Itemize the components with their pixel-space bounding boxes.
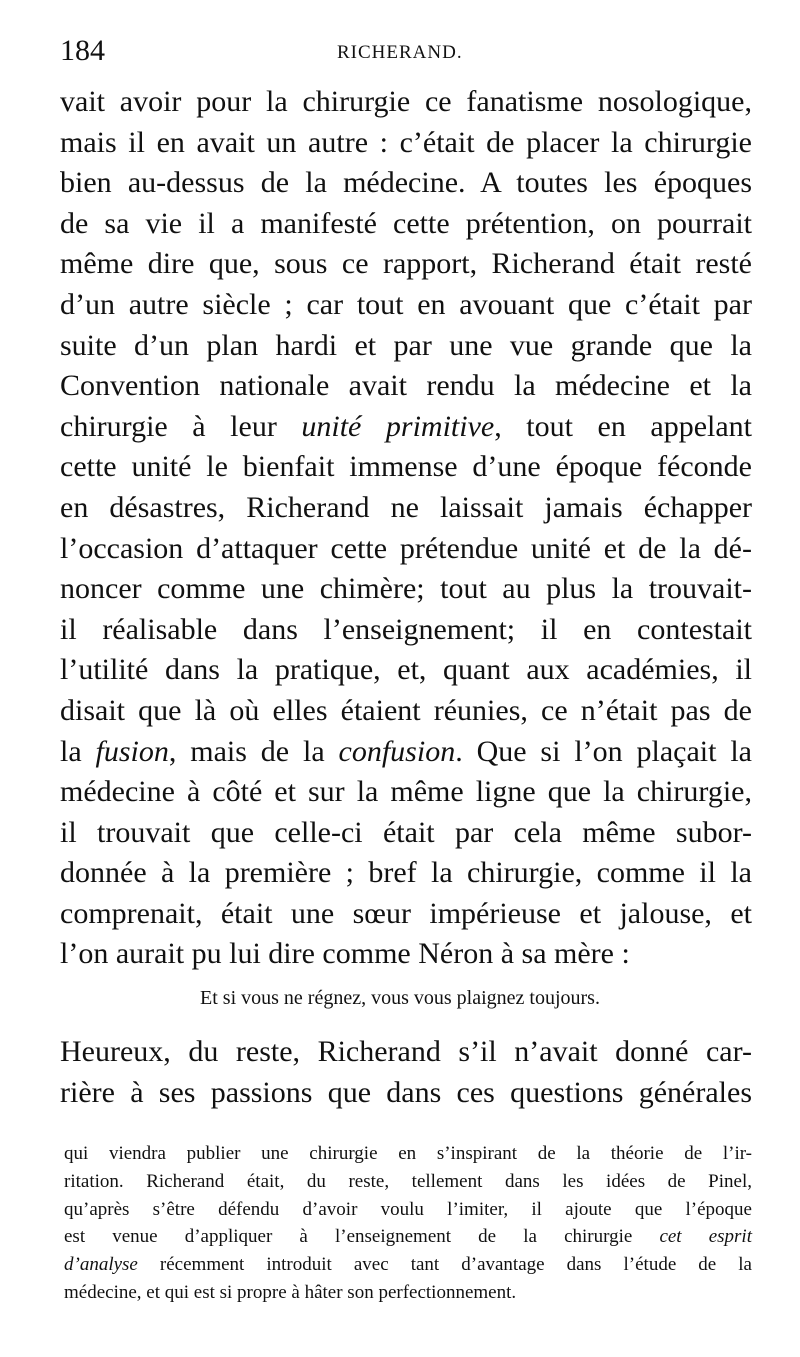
- text-segment: rière à ses passions que dans ces questions générales: [60, 1075, 752, 1109]
- text-segment: chirurgie à leur: [60, 409, 302, 443]
- text-segment: . Que si l’on plaçait la: [455, 734, 752, 768]
- text-segment: l’on aurait pu lui dire comme Néron à sa mère :: [60, 937, 630, 971]
- text-segment: d’un autre siècle ; car tout en avouant que c’était par: [60, 287, 752, 321]
- text-line: [60, 1032, 752, 1073]
- page-header: [0, 34, 800, 74]
- footnote-line: [64, 1251, 752, 1279]
- text-line: [60, 447, 752, 488]
- text-segment: bien au-dessus de la médecine. A toutes les époques: [60, 166, 752, 200]
- text-line: [60, 529, 752, 570]
- footnote-line: [64, 1168, 752, 1196]
- text-segment: ritation. Richerand était, du reste, tellement dans les idées de Pinel,: [64, 1170, 752, 1192]
- text-line: [60, 123, 752, 164]
- text-line: [60, 407, 752, 448]
- text-segment: comprenait, était une sœur impérieuse et jalouse, et: [60, 896, 752, 930]
- text-segment: récemment introduit avec tant d’avantage dans l’étude de la: [137, 1254, 752, 1276]
- text-line: [60, 894, 752, 935]
- text-line: [60, 934, 752, 975]
- text-line: [60, 163, 752, 204]
- text-segment: Heureux, du reste, Richerand s’il n’avait donné car-: [60, 1035, 752, 1068]
- text-line: [60, 813, 752, 854]
- footnote-line: [64, 1279, 752, 1307]
- text-segment: qui viendra publier une chirurgie en s’inspirant de la théorie de l’ir-: [64, 1143, 752, 1164]
- text-line: [60, 732, 752, 773]
- text-segment: suite d’un plan hardi et par une vue grande que la: [60, 328, 752, 362]
- main-paragraph: [60, 82, 752, 975]
- footnote-line: [64, 1196, 752, 1224]
- running-head: RICHERAND.: [337, 42, 463, 63]
- footnote-line: [64, 1140, 752, 1168]
- footnote-line: [64, 1223, 752, 1251]
- italic-phrase: unité primitive: [301, 409, 495, 443]
- text-segment: médecine, et qui est si propre à hâter son perfectionnement.: [64, 1281, 517, 1303]
- text-line: [60, 366, 752, 407]
- text-segment: il trouvait que celle-ci était par cela même subor-: [60, 815, 752, 849]
- text-segment: médecine à côté et sur la même ligne que la chirurgie,: [60, 775, 752, 809]
- text-segment: il réalisable dans l’enseignement; il en contestait: [60, 612, 752, 646]
- text-line: [60, 82, 752, 123]
- text-segment: noncer comme une chimère; tout au plus la trouvait-: [60, 572, 752, 606]
- text-line: [60, 569, 752, 610]
- text-line: [60, 326, 752, 367]
- text-segment: est venue d’appliquer à l’enseignement de la chirurgie: [64, 1226, 660, 1248]
- text-line: [60, 488, 752, 529]
- italic-phrase: fusion: [95, 734, 169, 768]
- continuation-paragraph: [60, 1032, 752, 1113]
- text-segment: l’utilité dans la pratique, et, quant aux académies, il: [60, 653, 752, 687]
- text-segment: qu’après s’être défendu d’avoir voulu l’imiter, il ajoute que l’époque: [64, 1198, 752, 1220]
- text-segment: Convention nationale avait rendu la médecine et la: [60, 369, 752, 403]
- text-segment: disait que là où elles étaient réunies, ce n’était pas de: [60, 693, 752, 727]
- italic-phrase: d’analyse: [64, 1254, 138, 1276]
- text-line: [60, 853, 752, 894]
- text-line: [60, 691, 752, 732]
- italic-phrase: confusion: [338, 734, 456, 768]
- text-segment: mais il en avait un autre : c’était de placer la chirurgie: [60, 125, 752, 159]
- text-segment: , tout en appelant: [494, 409, 753, 443]
- text-segment: cette unité le bienfait immense d’une époque féconde: [60, 450, 752, 484]
- text-segment: de sa vie il a manifesté cette prétention, on pourrait: [60, 206, 752, 240]
- footnote: [64, 1140, 752, 1307]
- text-line: [60, 772, 752, 813]
- text-segment: la: [60, 734, 96, 768]
- text-line: [60, 650, 752, 691]
- italic-phrase: cet esprit: [659, 1226, 752, 1248]
- page-number: 184: [60, 34, 105, 67]
- text-segment: , mais de la: [168, 734, 339, 768]
- text-line: [60, 285, 752, 326]
- text-line: [60, 610, 752, 651]
- text-segment: donnée à la première ; bref la chirurgie, comme il la: [60, 856, 752, 890]
- text-segment: en désastres, Richerand ne laissait jamais échapper: [60, 490, 752, 524]
- text-line: [60, 1073, 752, 1114]
- text-segment: vait avoir pour la chirurgie ce fanatisme nosologique,: [60, 85, 752, 118]
- verse-quotation: Et si vous ne régnez, vous vous plaignez toujours.: [200, 987, 600, 1009]
- text-segment: l’occasion d’attaquer cette prétendue unité et de la dé-: [60, 531, 752, 565]
- text-line: [60, 244, 752, 285]
- text-segment: même dire que, sous ce rapport, Richerand était resté: [60, 247, 752, 281]
- text-line: [60, 204, 752, 245]
